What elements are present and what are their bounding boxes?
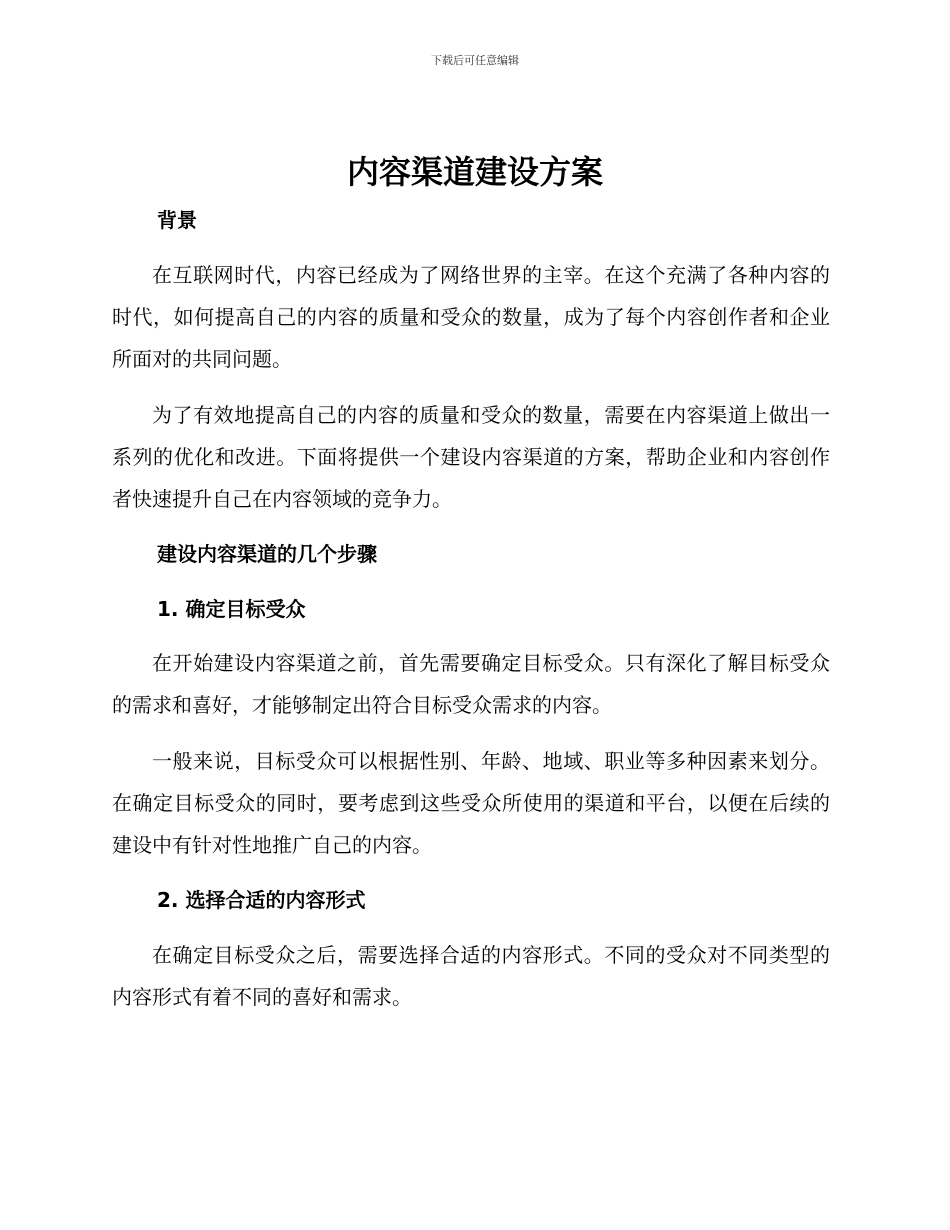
paragraph-background-2: 为了有效地提高自己的内容的质量和受众的数量，需要在内容渠道上做出一系列的优化和改进。下面将提供一个建设内容渠道的方案，帮助企业和内容创作者快速提升自己在内容领域的竞争力。 [112,403,830,511]
paragraph-step1-2: 一般来说，目标受众可以根据性别、年龄、地域、职业等多种因素来划分。在确定目标受众的同时，要考虑到这些受众所使用的渠道和平台，以便在后续的建设中有针对性地推广自己的内容。 [112,749,830,857]
section-heading-steps: 建设内容渠道的几个步骤 [157,542,377,566]
page-header: 下载后可任意编辑 [431,54,519,67]
step2-heading: 2. 选择合适的内容形式 [157,888,366,912]
paragraph-background-1: 在互联网时代，内容已经成为了网络世界的主宰。在这个充满了各种内容的时代，如何提高自己的内容的质量和受众的数量，成为了每个内容创作者和企业所面对的共同问题。 [112,263,830,371]
section-heading-background: 背景 [157,208,197,232]
document-title: 内容渠道建设方案 [346,153,603,191]
paragraph-step1-1: 在开始建设内容渠道之前，首先需要确定目标受众。只有深化了解目标受众的需求和喜好，才能够制定出符合目标受众需求的内容。 [112,651,830,717]
paragraph-step2-1: 在确定目标受众之后，需要选择合适的内容形式。不同的受众对不同类型的内容形式有着不同的喜好和需求。 [112,943,830,1009]
step1-heading: 1. 确定目标受众 [157,597,306,621]
